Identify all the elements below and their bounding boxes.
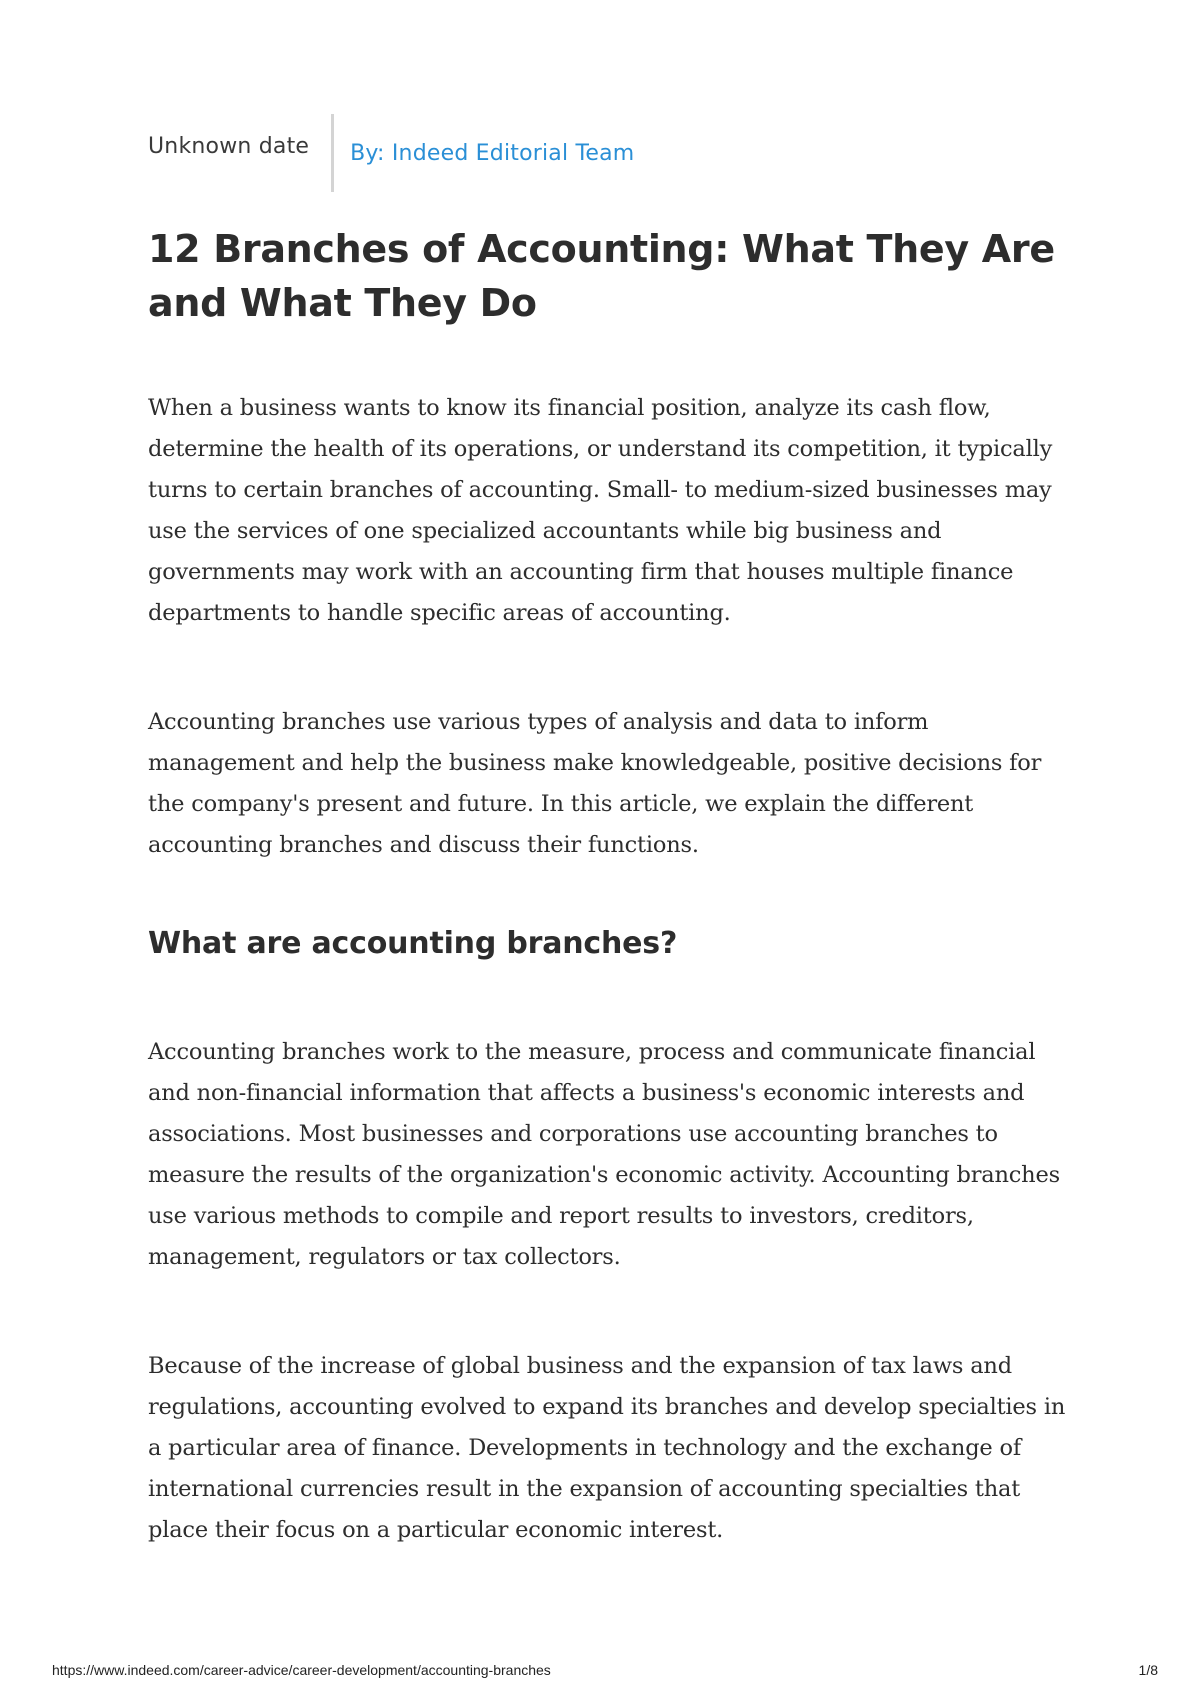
publish-date: Unknown date — [148, 133, 310, 159]
author-link[interactable]: By: Indeed Editorial Team — [350, 140, 635, 166]
footer-url[interactable]: https://www.indeed.com/career-advice/career-development/accounting-branches — [52, 1662, 551, 1678]
article-meta — [148, 114, 634, 192]
section-paragraph: Accounting branches work to the measure, process and communicate financial and non-financial information that affects a business's economic interests and associations. Most businesses and corporations use accounting branches to measure the results of the organization's economic activity. Accounting branches use various methods to compile and report results to investors, creditors, management, regulators or tax collectors. — [148, 1039, 1060, 1270]
page-number: 1/8 — [1138, 1662, 1158, 1678]
meta-divider — [331, 114, 334, 192]
section-heading: What are accounting branches? — [148, 926, 678, 961]
intro-paragraph: Accounting branches use various types of analysis and data to inform management and help the business make knowledgeable, positive decisions for the company's present and future. In this article, we explain the different accounting branches and discuss their functions. — [148, 709, 1042, 858]
intro-paragraph: When a business wants to know its financial position, analyze its cash flow, determine the health of its operations, or understand its competition, it typically turns to certain branches of accounting. Small- to medium-sized businesses may use the services of one specialized accountants while big business and governments may work with an accounting firm that houses multiple finance departments to handle specific areas of accounting. — [148, 395, 1053, 626]
article-title: 12 Branches of Accounting: What They Are and What They Do — [148, 227, 1055, 325]
section-paragraph: Because of the increase of global business and the expansion of tax laws and regulations, accounting evolved to expand its branches and develop specialties in a particular area of finance. Developments in technology and the exchange of international currencies result in the expansion of accounting specialties that place their focus on a particular economic interest. — [148, 1353, 1066, 1543]
